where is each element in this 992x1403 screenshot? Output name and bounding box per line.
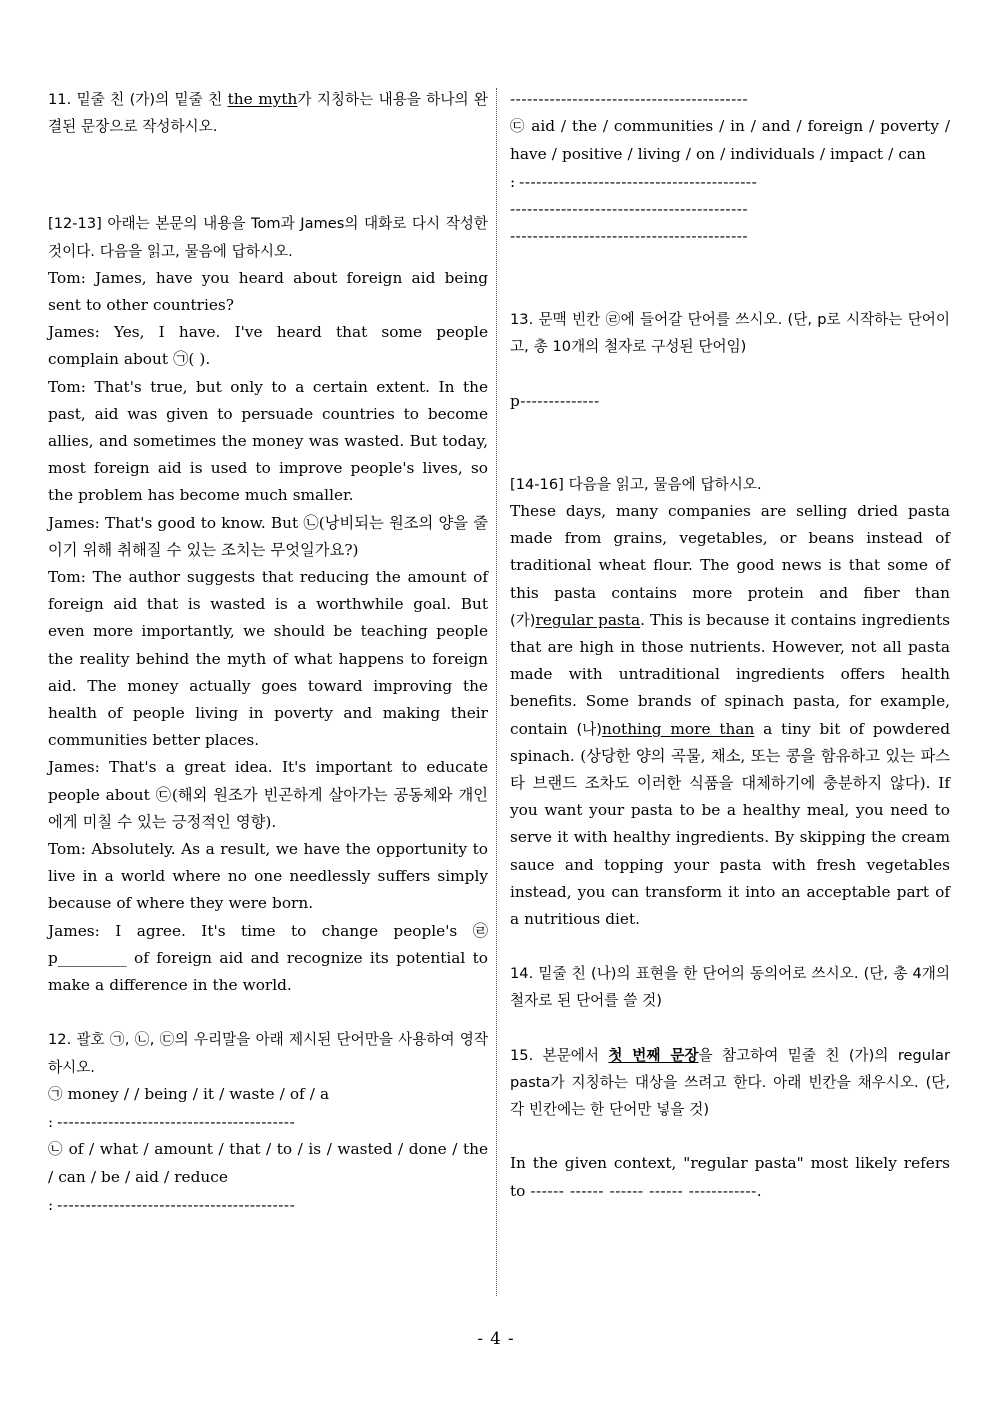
question-12-item-a-answer-line[interactable] bbox=[48, 1109, 488, 1136]
column-divider bbox=[496, 88, 497, 1296]
spacer bbox=[510, 1123, 950, 1150]
answer-dashes: ------------------------------------------ bbox=[510, 199, 749, 218]
passage-part-1: These days, many companies are selling dried pasta made from grains, vegetables, or beans instead of traditional wheat flour. The good news is that some of this pasta contains more protein and fiber than bbox=[510, 502, 950, 602]
question-11-prefix: 11. 밑줄 친 (가)의 밑줄 친 bbox=[48, 91, 228, 108]
instruction-14-16: [14-16] 다음을 읽고, 물음에 답하시오. bbox=[510, 475, 762, 493]
dialogue-line-tom-3: Tom: The author suggests that reducing the amount of foreign aid that is wasted is a worthwhile goal. But even more importantly, we should be teaching people the reality behind the myth of what happens to foreign aid. The money actually goes toward improving the health of people living in poverty and making their communities better places. bbox=[48, 568, 488, 750]
passage-part-3: a tiny bit of powdered spinach. (상당한 양의 곡물, 채소, 또는 콩을 함유하고 있는 파스타 브랜드 조차도 이러한 식품을 대체하기에 충분하지 않다). If you want your pasta to be a healthy meal, you need to serve it with healthy ingredients. By skipping the cream sauce and topping your pasta with fresh vegetables instead, you can transform it into an acceptable part of a nutritious diet. bbox=[510, 719, 950, 929]
dialogue-line-james-2: James: That's good to know. But ㉡(낭비되는 원조의 양을 줄이기 위해 취해질 수 있는 조치는 무엇일가요?) bbox=[48, 513, 488, 559]
answer-dashes: ------------------------------------------ bbox=[510, 227, 749, 246]
answer-blanks: ------ ------ ------ ------ ------ bbox=[530, 1181, 723, 1200]
spacer bbox=[510, 1015, 950, 1042]
marker-ga: (가) bbox=[510, 611, 536, 629]
underlined-nothing-more-than: nothing more than bbox=[601, 719, 755, 738]
question-11-underlined-term: the myth bbox=[227, 90, 298, 108]
right-column bbox=[510, 86, 950, 1205]
instruction-12-13: [12-13] 아래는 본문의 내용을 Tom과 James의 대화로 다시 작성한 것이다. 다음을 읽고, 물음에 답하시오. bbox=[48, 215, 488, 260]
dialogue-line-tom-2: Tom: That's true, but only to a certain extent. In the past, aid was given to persuade countries to become allies, and sometimes the money was wasted. But today, most foreign aid is used to improve people's lives, so the problem has become much smaller. bbox=[48, 377, 488, 505]
answer-dashes: p-------------- bbox=[510, 391, 600, 410]
question-12-item-c-words bbox=[510, 113, 950, 168]
marker-na: (나) bbox=[576, 720, 602, 738]
spacer bbox=[48, 999, 488, 1026]
question-15-prompt bbox=[510, 1042, 950, 1124]
marker-circled-giyeok: ㉠ bbox=[48, 1086, 63, 1103]
dialogue-line-tom-1: Tom: James, have you heard about foreign aid being sent to other countries? bbox=[48, 268, 488, 315]
question-12-item-c-answer-line[interactable] bbox=[510, 169, 950, 196]
question-13-answer-stub[interactable] bbox=[510, 388, 950, 415]
word-bank-c: aid / the / communities / in / and / foreign / poverty / have / positive / living / on / individuals / impact / can bbox=[510, 117, 951, 164]
dialogue-line-james-4: James: I agree. It's time to change people's ㉣ p_________ of foreign aid and recognize its potential to make a difference in the world. bbox=[48, 921, 488, 995]
question-12-continued-top-line[interactable] bbox=[510, 86, 950, 113]
answer-blanks-last: ------. bbox=[722, 1181, 763, 1200]
word-bank-a: money / / being / it / waste / of / a bbox=[67, 1084, 330, 1103]
dialogue-line-james-1: James: Yes, I have. I've heard that some people complain about ㉠( ). bbox=[48, 323, 488, 369]
question-12-item-b-answer-line[interactable] bbox=[48, 1192, 488, 1219]
spacer bbox=[510, 250, 950, 306]
word-bank-b: of / what / amount / that / to / is / wasted / done / the / can / be / aid / reduce bbox=[48, 1140, 489, 1187]
answer-dashes: ------------------------------------------ bbox=[57, 1195, 296, 1214]
answer-dashes: ------------------------------------------ bbox=[57, 1112, 296, 1131]
dialogue-line-james-3: James: That's a great idea. It's important to educate people about ㉢(해외 원조가 빈곤하게 살아가는 공동체와 개인에게 미칠 수 있는 긍정적인 영향). bbox=[48, 758, 488, 831]
spacer bbox=[510, 361, 950, 388]
marker-circled-nieun: ㉡ bbox=[48, 1142, 64, 1159]
question-12-item-b-words bbox=[48, 1136, 488, 1191]
spacer bbox=[510, 415, 950, 471]
question-15-suffix: 을 참고하여 밑줄 친 (가)의 regular pasta가 지칭하는 대상을 쓰려고 한다. 아래 빈칸을 채우시오. (단, 각 빈칸에는 한 단어만 넣을 것) bbox=[510, 1046, 950, 1119]
answer-dashes: ------------------------------------------ bbox=[510, 90, 749, 108]
page-number: - 4 - bbox=[477, 1329, 515, 1348]
passage-part-2: . This is because it contains ingredients that are high in those nutrients. However, not all pasta made with untraditional ingredients offers health benefits. Some brands of spinach pasta, for example, contain bbox=[510, 610, 950, 738]
spacer bbox=[510, 933, 950, 960]
spacer bbox=[48, 140, 488, 210]
question-12-item-c-answer-line-3[interactable] bbox=[510, 223, 950, 250]
question-15-prefix: 15. 본문에서 bbox=[510, 1046, 609, 1064]
answer-colon: : bbox=[48, 1112, 54, 1131]
answer-dashes: ------------------------------------------ bbox=[519, 172, 758, 191]
dialogue-line-tom-4: Tom: Absolutely. As a result, we have the opportunity to live in a world where no one needlessly suffers simply because of where they were born. bbox=[48, 840, 488, 913]
question-12-item-c-answer-line-2[interactable] bbox=[510, 196, 950, 223]
answer-colon: : bbox=[48, 1195, 54, 1214]
question-11-suffix: 가 지칭하는 내용을 하나의 완결된 문장으로 작성하시오. bbox=[48, 91, 489, 136]
question-13-prompt: 13. 문맥 빈칸 ㉣에 들어갈 단어를 쓰시오. (단, p로 시작하는 단어이고, 총 10개의 철자로 구성된 단어임) bbox=[510, 311, 950, 356]
question-14-prompt: 14. 밑줄 친 (나)의 표현을 한 단어의 동의어로 쓰시오. (단, 총 4개의 철자로 된 단어를 쓸 것) bbox=[510, 965, 950, 1010]
question-15-emphasis: 첫 번째 문장 bbox=[608, 1046, 699, 1064]
question-11 bbox=[48, 86, 488, 140]
answer-sentence-text: In the given context, "regular pasta" most likely refers to bbox=[510, 1154, 950, 1200]
question-12-item-a-words bbox=[48, 1081, 488, 1109]
marker-circled-digeut: ㉢ bbox=[510, 119, 526, 136]
question-12-prompt: 12. 괄호 ㉠, ㉡, ㉢의 우리말을 아래 제시된 단어만을 사용하여 영작하시오. bbox=[48, 1031, 488, 1076]
reading-passage bbox=[510, 498, 950, 933]
underlined-regular-pasta: regular pasta bbox=[535, 610, 641, 629]
answer-colon: : bbox=[510, 172, 516, 191]
left-column bbox=[48, 86, 488, 1219]
question-15-answer-sentence[interactable] bbox=[510, 1150, 950, 1204]
